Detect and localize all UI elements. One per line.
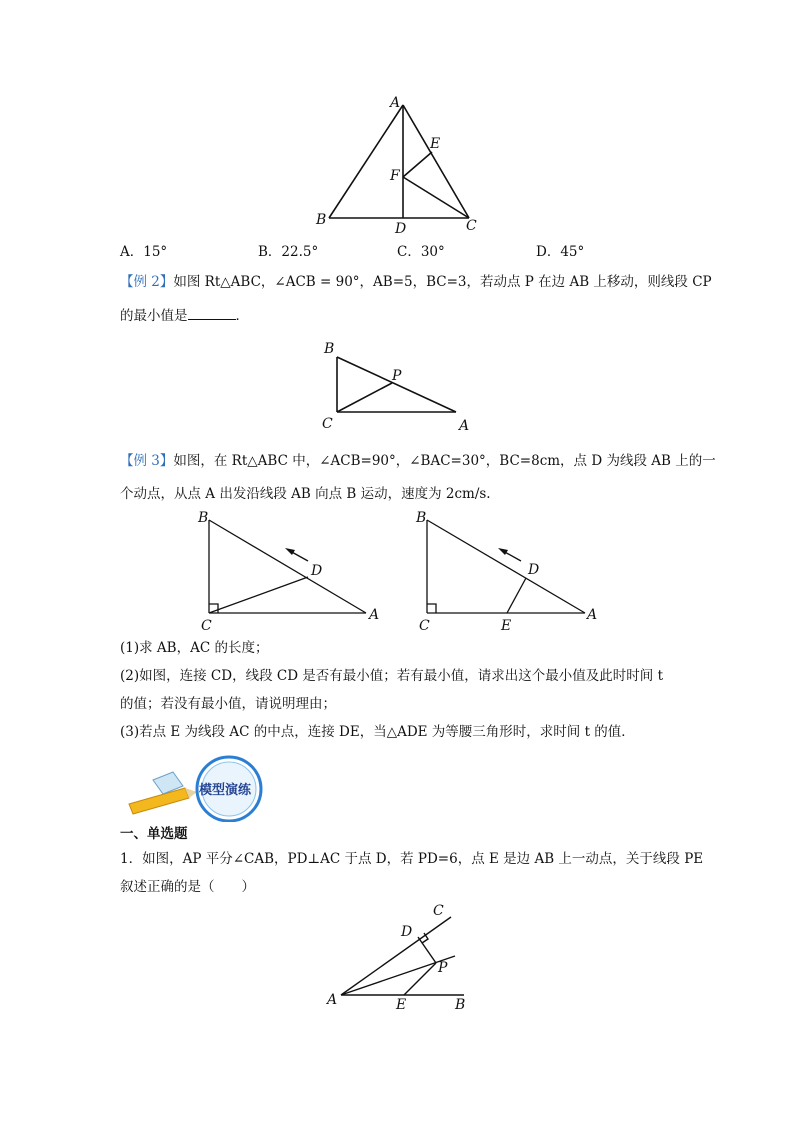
- example-2-line-2: 的最小值是 ．: [120, 305, 249, 326]
- answer-blank[interactable]: [188, 305, 236, 320]
- fig1-segment-FE: [403, 152, 432, 177]
- example-3-q3: (3)若点 E 为线段 AC 的中点，连接 DE，当△ADE 为等腰三角形时，求时间 t 的值．: [120, 724, 635, 740]
- fig4-ray-AC: [341, 917, 451, 995]
- example-2-tag: 【例 2】: [120, 274, 174, 290]
- figure-4-angle-bisector: [320, 898, 490, 1018]
- fig4-label-E: E: [396, 997, 407, 1013]
- question-1-line-2: 叙述正确的是（ ）: [120, 879, 255, 895]
- fig3r-label-B: B: [416, 510, 427, 526]
- fig2-side-BA: [337, 357, 456, 412]
- fig1-label-A: A: [390, 95, 401, 111]
- question-1-line-1: 1．如图，AP 平分∠CAB，PD⊥AC 于点 D，若 PD=6，点 E 是边 AB 上一动点，关于线段 PE: [120, 851, 704, 867]
- fig1-segment-FC: [403, 177, 469, 218]
- fig3l-label-D: D: [311, 563, 323, 579]
- example-3-tag: 【例 3】: [120, 453, 174, 469]
- option-b: B．22.5°: [258, 244, 319, 260]
- badge-label: 模型演练: [199, 783, 252, 798]
- fig2-label-P: P: [392, 368, 402, 384]
- fig1-label-D: D: [395, 221, 407, 237]
- fig3l-arrow-head: [285, 548, 295, 555]
- fig4-label-D: D: [401, 924, 413, 940]
- fig1-label-C: C: [466, 218, 477, 234]
- fig1-label-E: E: [430, 136, 441, 152]
- option-d: D．45°: [536, 244, 585, 260]
- figure-2-right-triangle: [310, 335, 480, 435]
- fig4-label-A: A: [327, 992, 338, 1008]
- fig3r-label-E: E: [501, 618, 512, 634]
- fig3r-label-A: A: [587, 607, 598, 623]
- fig2-label-A: A: [459, 418, 470, 434]
- fig3r-side-BA: [427, 520, 585, 613]
- fig3l-side-BA: [209, 520, 366, 613]
- fig3r-label-C: C: [419, 618, 430, 634]
- option-a: A．15°: [120, 244, 168, 260]
- model-practice-badge: [125, 752, 285, 822]
- fig4-segment-PD: [418, 937, 436, 963]
- fig3r-right-angle-mark: [427, 604, 436, 613]
- fig1-side-AB: [329, 105, 403, 218]
- fig4-label-P: P: [438, 960, 448, 976]
- figure-3-right: [410, 505, 600, 635]
- fig3l-label-C: C: [201, 618, 212, 634]
- fig2-label-B: B: [324, 341, 335, 357]
- pencil-icon: [129, 788, 189, 814]
- fig3l-segment-CD: [209, 577, 308, 613]
- figure-1-triangle: [300, 88, 500, 238]
- fig2-label-C: C: [322, 416, 333, 432]
- fig4-label-B: B: [455, 997, 466, 1013]
- fig2-segment-CP: [337, 383, 392, 412]
- example-3-q2-line-1: (2)如图，连接 CD，线段 CD 是否有最小值；若有最小值，请求出这个最小值及此时时间 t: [120, 668, 664, 684]
- example-3-q2-line-2: 的值；若没有最小值，请说明理由；: [120, 696, 336, 712]
- example-3-line-1: 【例 3】如图，在 Rt△ABC 中，∠ACB=90°，∠BAC=30°，BC=8cm，点 D 为线段 AB 上的一: [120, 453, 716, 469]
- fig3r-label-D: D: [528, 562, 540, 578]
- fig1-label-B: B: [316, 212, 327, 228]
- section-heading: 一、单选题: [120, 826, 188, 842]
- fig3r-arrow-head: [498, 548, 508, 555]
- fig1-side-AC: [403, 105, 469, 218]
- example-3-line-2: 个动点，从点 A 出发沿线段 AB 向点 B 运动，速度为 2cm/s.: [120, 486, 491, 502]
- fig1-label-F: F: [390, 168, 400, 184]
- option-c: C．30°: [397, 244, 445, 260]
- figure-3-left: [195, 505, 385, 635]
- example-2-text: 如图 Rt△ABC，∠ACB = 90°，AB=5，BC=3，若动点 P 在边 AB 上移动，则线段 CP: [173, 274, 712, 290]
- fig3l-label-A: A: [369, 607, 380, 623]
- example-3-q1: (1)求 AB，AC 的长度；: [120, 640, 269, 656]
- fig4-label-C: C: [433, 903, 444, 919]
- fig3l-label-B: B: [198, 510, 209, 526]
- example-2-line-1: [120, 272, 712, 292]
- fig3r-segment-DE: [507, 578, 526, 613]
